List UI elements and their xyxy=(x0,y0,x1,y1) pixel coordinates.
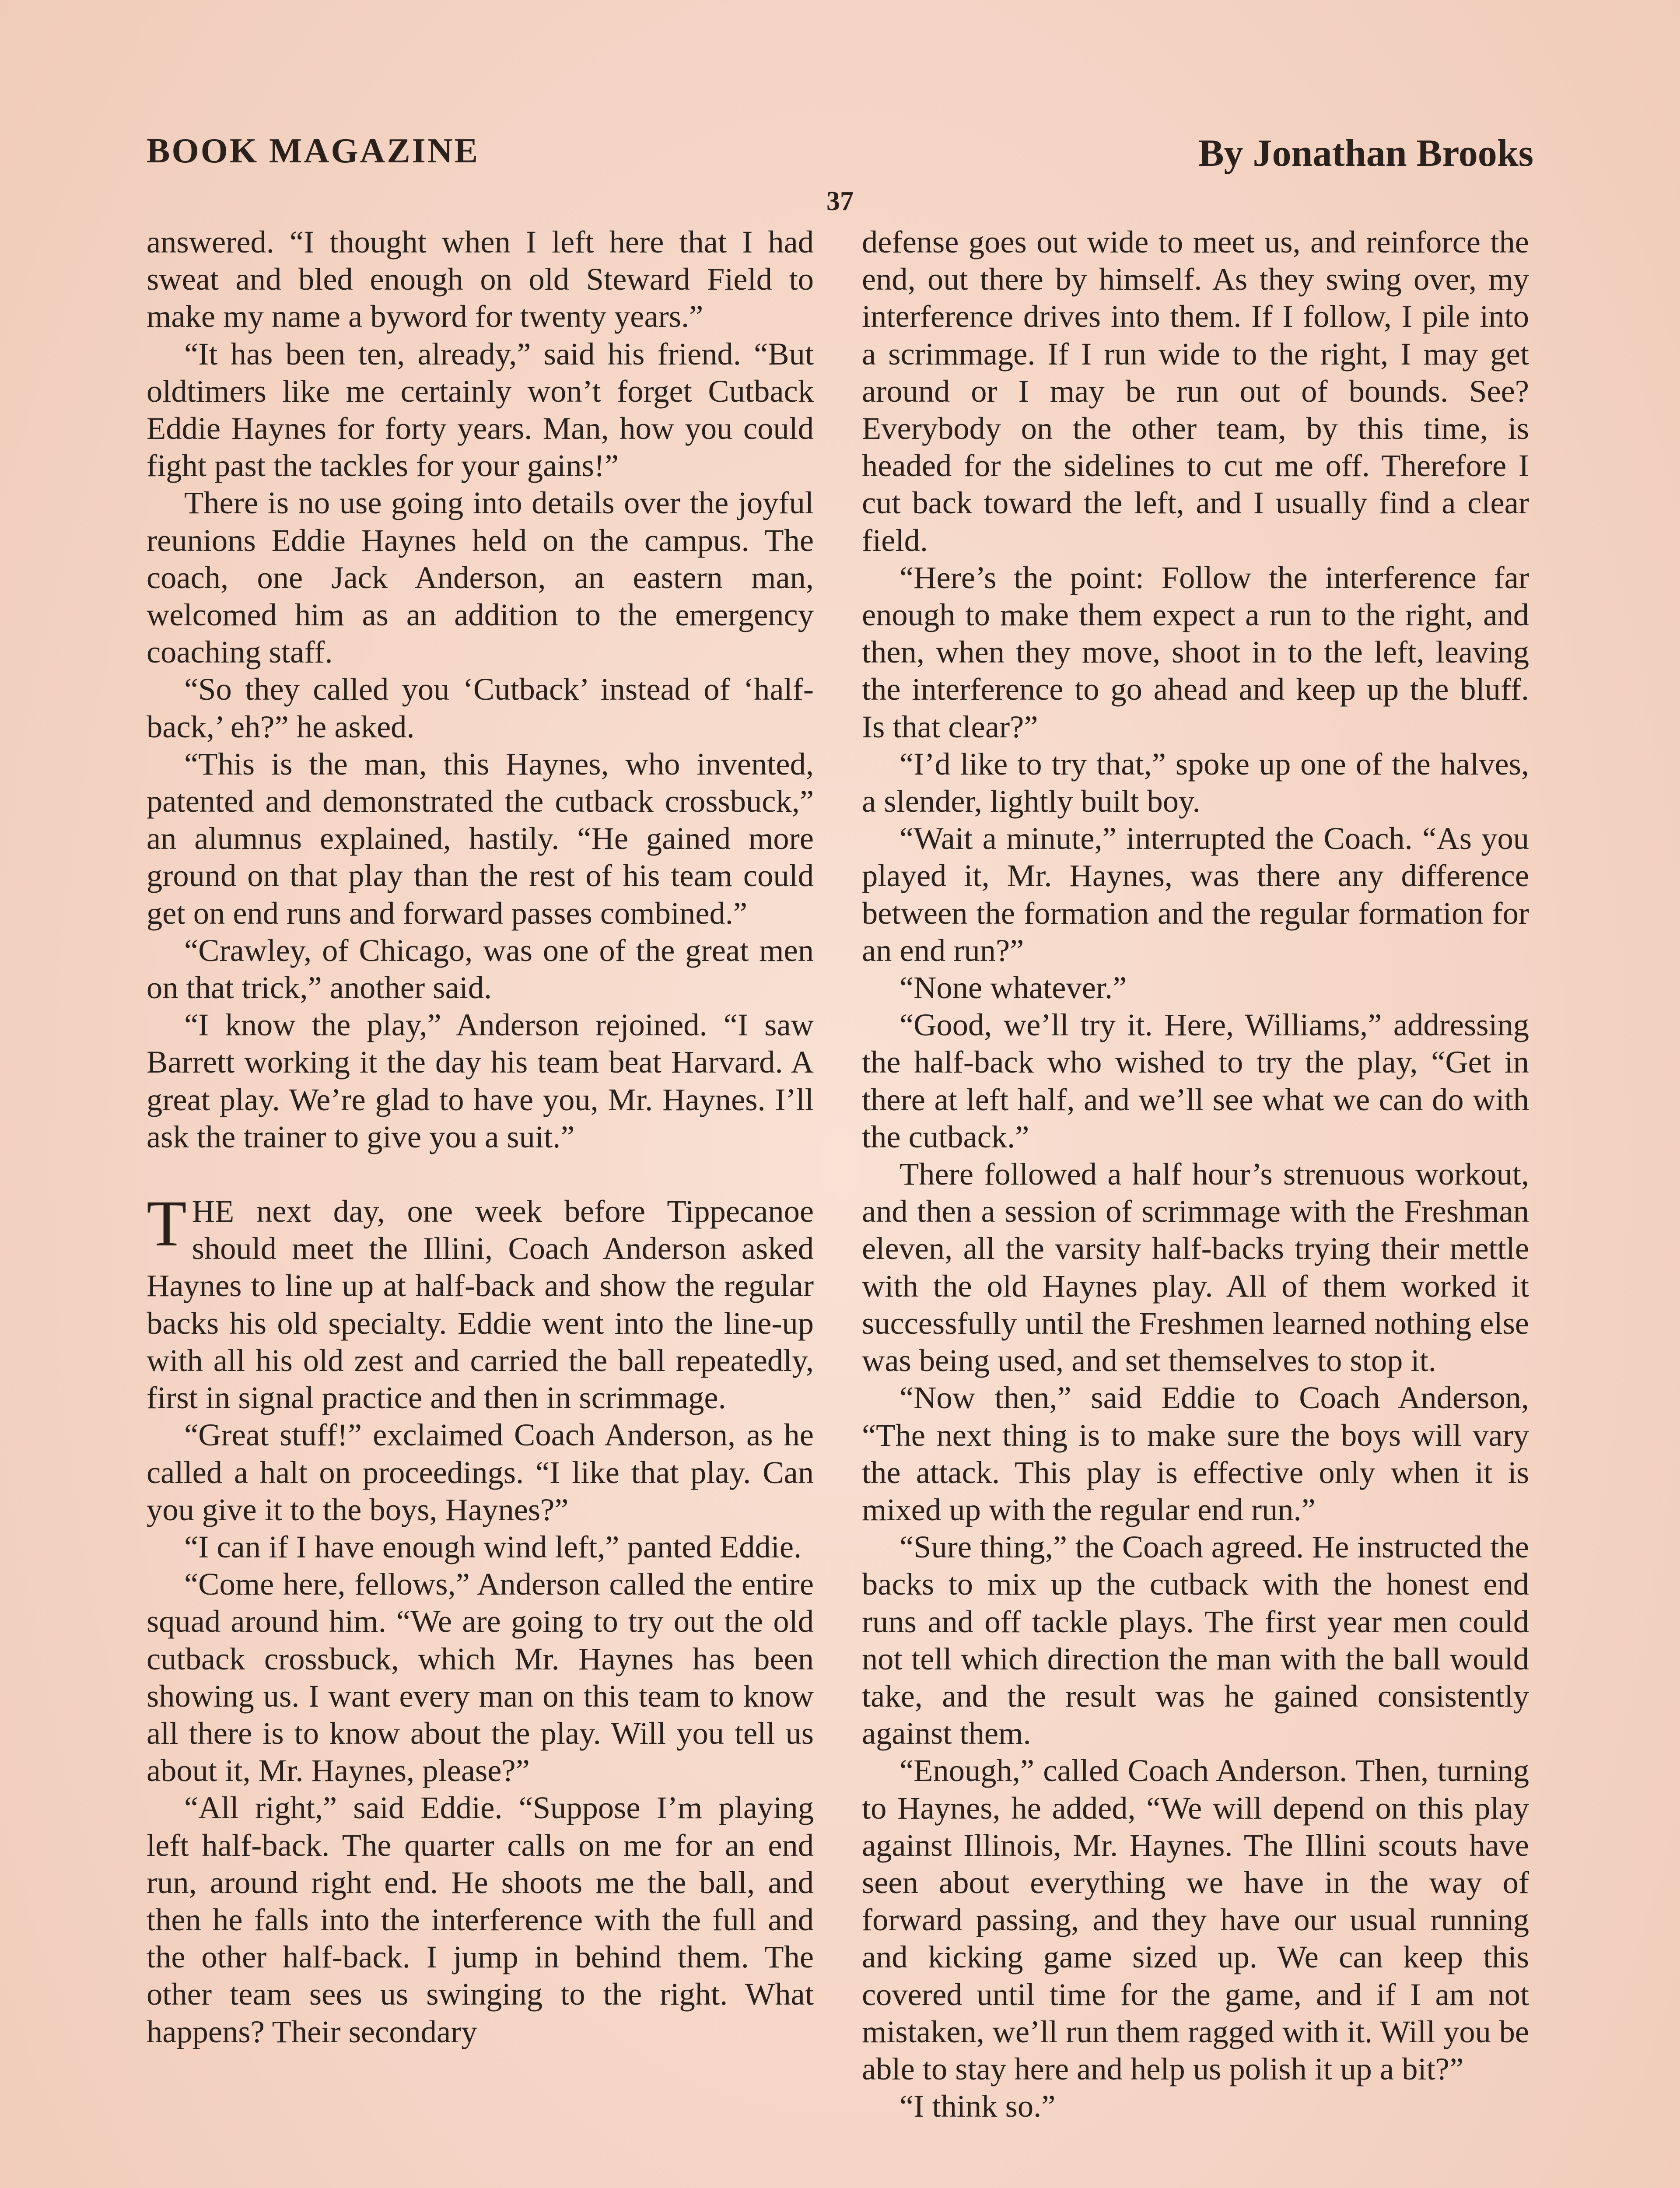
paragraph: “I can if I have enough wind left,” panted Eddie. xyxy=(184,1529,802,1564)
paragraph: answered. “I thought when I left here that I had sweat and bled enough on old Steward Field to make my name a byword for twenty years.” xyxy=(147,224,814,334)
left-text-column xyxy=(147,223,814,2050)
page-number: 37 xyxy=(826,186,854,216)
section-opening-paragraph xyxy=(147,1187,814,1416)
paragraph: There is no use going into details over the joyful reunions Eddie Haynes held on the campus. The coach, one Jack Anderson, an eastern man, welcomed him as an addition to the emergency coaching staff. xyxy=(147,485,814,670)
paragraph: “This is the man, this Haynes, who invented, patented and demonstrated the cutback crossbuck,” an alumnus explained, hastily. “He gained more ground on that play than the rest of his team could get on end runs and forward passes combined.” xyxy=(147,746,814,931)
paragraph: “I’d like to try that,” spoke up one of the halves, a slender, lightly built boy. xyxy=(862,746,1529,819)
page-header xyxy=(147,131,1533,179)
paragraph: “Come here, fellows,” Anderson called the entire squad around him. “We are going to try out the old cutback crossbuck, which Mr. Haynes has been showing us. I want every man on this team to know all there is to know about the play. Will you tell us about it, Mr. Haynes, please?” xyxy=(147,1566,814,1788)
drop-cap: T xyxy=(147,1187,187,1260)
paragraph: “All right,” said Eddie. “Suppose I’m playing left half-back. The quarter calls on me for an end run, around right end. He shoots me the ball, and then he falls into the interference with the full and the other half-back. I jump in behind them. The other team sees us swinging to the right. What happens? Their secondary xyxy=(147,1790,814,2049)
paragraph: “Sure thing,” the Coach agreed. He instructed the backs to mix up the cutback with the honest end runs and off tackle plays. The first year men could not tell which direction the man with the ball would take, and the result was he gained consistently against them. xyxy=(862,1529,1529,1751)
paragraph: “None whatever.” xyxy=(900,970,1127,1006)
paragraph: defense goes out wide to meet us, and reinforce the end, out there by himself. As they swing over, my interference drives into them. If I follow, I pile into a scrimmage. If I run wide to the right, I may get around or I may be run out of bounds. See? Everybody on the other team, by this time, is headed for the sidelines to cut me off. Therefore I cut back toward the left, and I usually find a clear field. xyxy=(862,224,1529,558)
paragraph: “Here’s the point: Follow the interference far enough to make them expect a run to the right, and then, when they move, shoot in to the left, leaving the interference to go ahead and keep up the bluff. Is that clear?” xyxy=(862,559,1529,744)
magazine-title: BOOK MAGAZINE xyxy=(147,132,480,170)
paragraph: “Great stuff!” exclaimed Coach Anderson, as he called a halt on proceedings. “I like that play. Can you give it to the boys, Haynes?” xyxy=(147,1417,814,1527)
paragraph: “Now then,” said Eddie to Coach Anderson, “The next thing is to make sure the boys will vary the attack. This play is effective only when it is mixed up with the regular end run.” xyxy=(862,1380,1529,1527)
right-text-column xyxy=(862,223,1529,2125)
paragraph: “Enough,” called Coach Anderson. Then, turning to Haynes, he added, “We will depend on this play against Illinois, Mr. Haynes. The Illini scouts have seen about everything we have in the way of forward passing, and they have our usual running and kicking game sized up. We can keep this covered until time for the game, and if I am not mistaken, we’ll run them ragged with it. Will you be able to stay here and help us polish it up a bit?” xyxy=(862,1753,1529,2086)
paragraph: “So they called you ‘Cutback’ instead of ‘half-back,’ eh?” he asked. xyxy=(147,671,814,744)
paragraph: “It has been ten, already,” said his friend. “But oldtimers like me certainly won’t forget Cutback Eddie Haynes for forty years. Man, how you could fight past the tackles for your gains!” xyxy=(147,336,814,484)
paragraph: “I know the play,” Anderson rejoined. “I saw Barrett working it the day his team beat Harvard. A great play. We’re glad to have you, Mr. Haynes. I’ll ask the trainer to give you a suit.” xyxy=(147,1007,814,1154)
paragraph-text: HE next day, one week before Tippecanoe should meet the Illini, Coach Anderson asked Haynes to line up at half-back and show the regular backs his old specialty. Eddie went into the line-up with all his old zest and carried the ball repeatedly, first in signal practice and then in scrimmage. xyxy=(147,1193,814,1416)
paragraph: “Crawley, of Chicago, was one of the great men on that trick,” another said. xyxy=(147,932,814,1006)
author-byline: By Jonathan Brooks xyxy=(1198,132,1533,175)
paragraph: There followed a half hour’s strenuous workout, and then a session of scrimmage with the Freshman eleven, all the varsity half-backs trying their mettle with the old Haynes play. All of them worked it successfully until the Freshmen learned nothing else was being used, and set themselves to stop it. xyxy=(862,1156,1529,1378)
paragraph: “I think so.” xyxy=(900,2088,1056,2124)
paragraph: “Good, we’ll try it. Here, Williams,” addressing the half-back who wished to try the play, “Get in there at left half, and we’ll see what we can do with the cutback.” xyxy=(862,1007,1529,1154)
paragraph: “Wait a minute,” interrupted the Coach. “As you played it, Mr. Haynes, was there any difference between the formation and the regular formation for an end run?” xyxy=(862,820,1529,968)
